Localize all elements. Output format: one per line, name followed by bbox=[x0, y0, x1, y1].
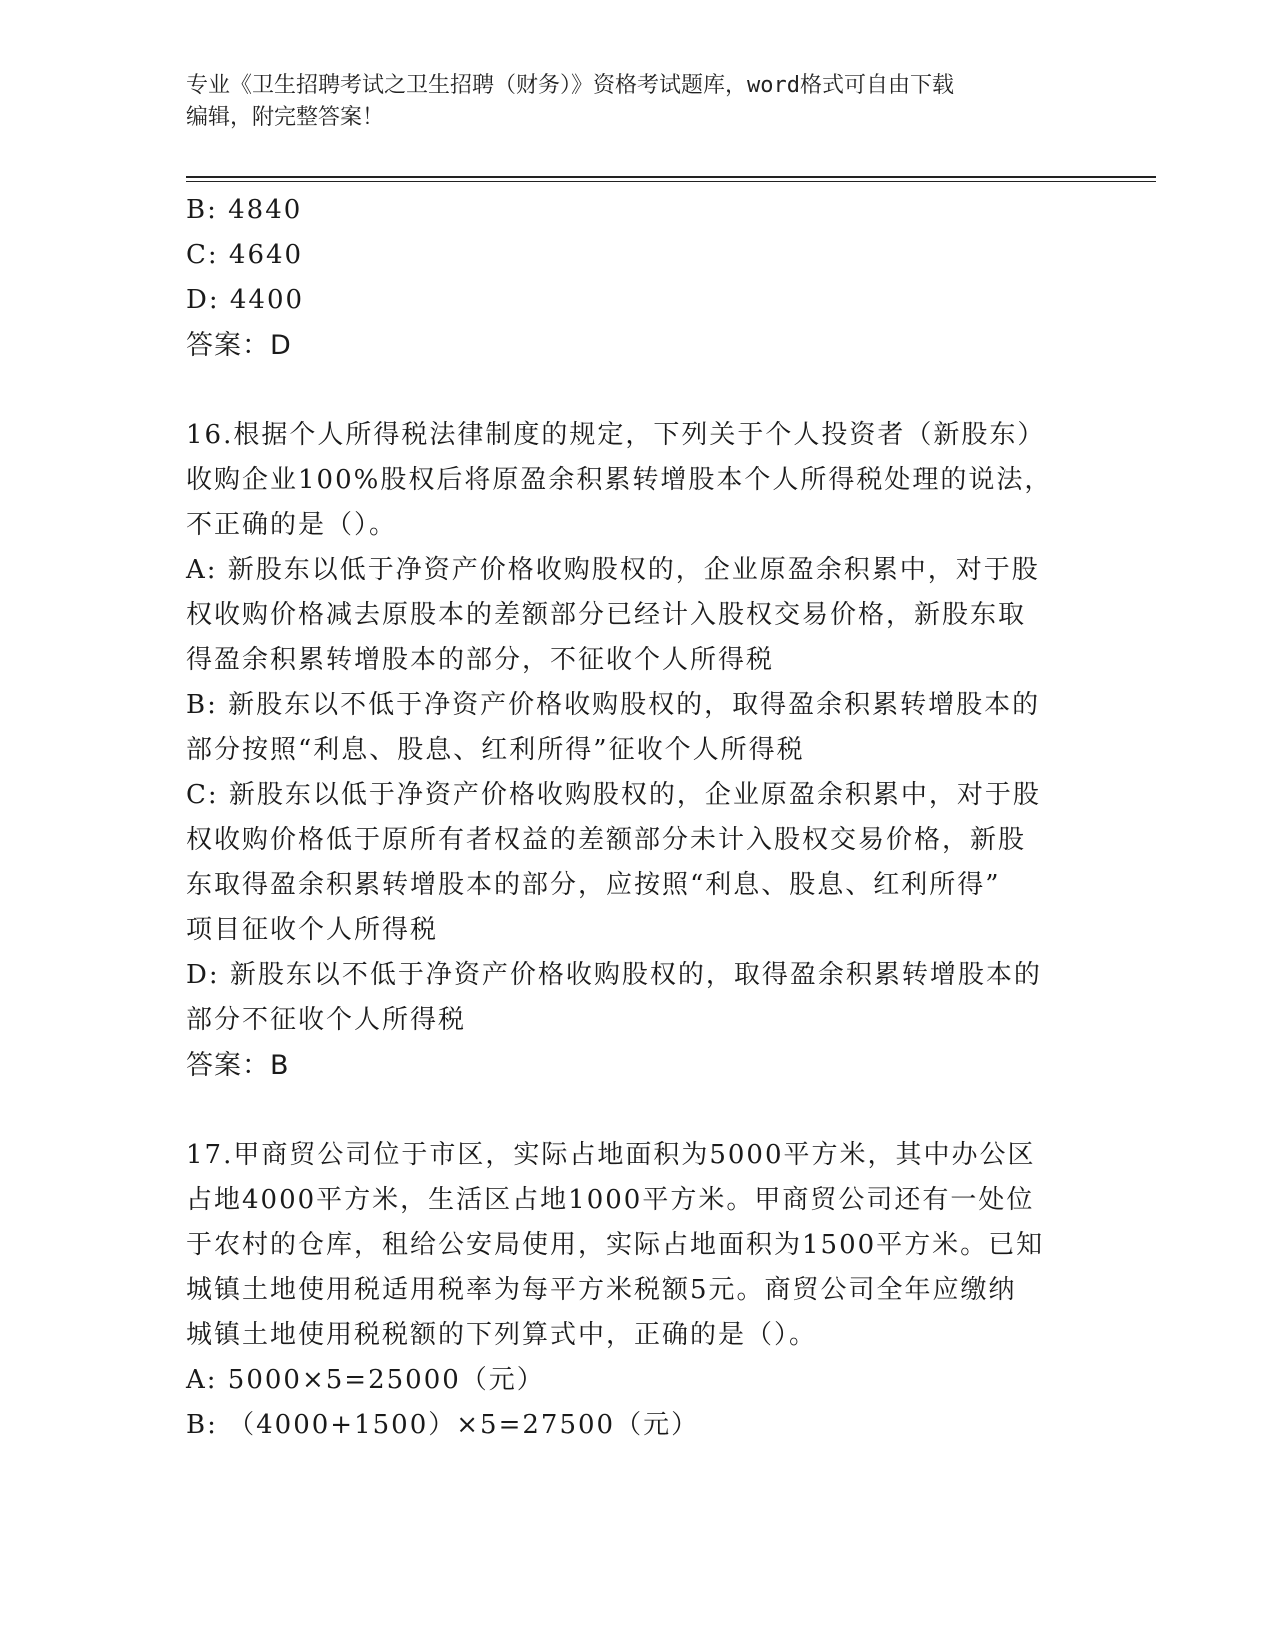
option-b: B: 4840 bbox=[186, 195, 303, 225]
question-stem-line: 城镇土地使用税税额的下列算式中，正确的是（）。 bbox=[186, 1320, 818, 1350]
option-a-line: 得盈余积累转增股本的部分，不征收个人所得税 bbox=[186, 645, 775, 675]
option-a-line: A: 5000×5=25000（元） bbox=[186, 1365, 545, 1395]
option-c-line: C: 新股东以低于净资产价格收购股权的，企业原盈余积累中，对于股 bbox=[186, 780, 1041, 810]
answer-line: 答案：B bbox=[186, 1050, 290, 1081]
question-17 bbox=[186, 1133, 1086, 1448]
question-stem-line: 于农村的仓库，租给公安局使用，实际占地面积为1500平方米。已知 bbox=[186, 1230, 1045, 1260]
option-c-line: 东取得盈余积累转增股本的部分，应按照“利息、股息、红利所得” bbox=[186, 870, 1001, 900]
option-c-line: 权收购价格低于原所有者权益的差额部分未计入股权交易价格，新股 bbox=[186, 825, 1027, 855]
option-d-line: D: 新股东以不低于净资产价格收购股权的，取得盈余积累转增股本的 bbox=[186, 960, 1042, 990]
option-b-line: B: （4000+1500）×5=27500（元） bbox=[186, 1410, 700, 1440]
question-stem-line: 城镇土地使用税适用税率为每平方米税额5元。商贸公司全年应缴纳 bbox=[186, 1275, 1017, 1305]
option-c-line: 项目征收个人所得税 bbox=[186, 915, 439, 945]
document-header bbox=[186, 70, 1086, 134]
question-stem-line: 收购企业100%股权后将原盈余积累转增股本个人所得税处理的说法， bbox=[186, 465, 1053, 495]
option-d-line: 部分不征收个人所得税 bbox=[186, 1005, 467, 1035]
question-stem-line: 占地4000平方米，生活区占地1000平方米。甲商贸公司还有一处位 bbox=[186, 1185, 1035, 1215]
option-c: C: 4640 bbox=[186, 240, 304, 270]
option-d: D: 4400 bbox=[186, 285, 305, 315]
header-line-2: 编辑，附完整答案！ bbox=[186, 105, 385, 130]
option-a-line: 权收购价格减去原股本的差额部分已经计入股权交易价格，新股东取 bbox=[186, 600, 1027, 630]
header-line-1: 专业《卫生招聘考试之卫生招聘（财务）》资格考试题库，word格式可自由下载 bbox=[186, 73, 954, 98]
option-a-line: A: 新股东以低于净资产价格收购股权的，企业原盈余积累中，对于股 bbox=[186, 555, 1040, 585]
answer-line: 答案：D bbox=[186, 330, 292, 361]
question-16 bbox=[186, 413, 1086, 1088]
question-stem-line: 16.根据个人所得税法律制度的规定，下列关于个人投资者（新股东） bbox=[186, 420, 1046, 450]
question-stem-line: 17.甲商贸公司位于市区，实际占地面积为5000平方米，其中办公区 bbox=[186, 1140, 1036, 1170]
header-rule-thin bbox=[186, 181, 1156, 182]
document-body bbox=[186, 188, 1086, 1448]
option-b-line: 部分按照“利息、股息、红利所得”征收个人所得税 bbox=[186, 735, 805, 765]
header-rule-thick bbox=[186, 176, 1156, 178]
question-stem-line: 不正确的是（）。 bbox=[186, 510, 398, 540]
option-b-line: B: 新股东以不低于净资产价格收购股权的，取得盈余积累转增股本的 bbox=[186, 690, 1041, 720]
